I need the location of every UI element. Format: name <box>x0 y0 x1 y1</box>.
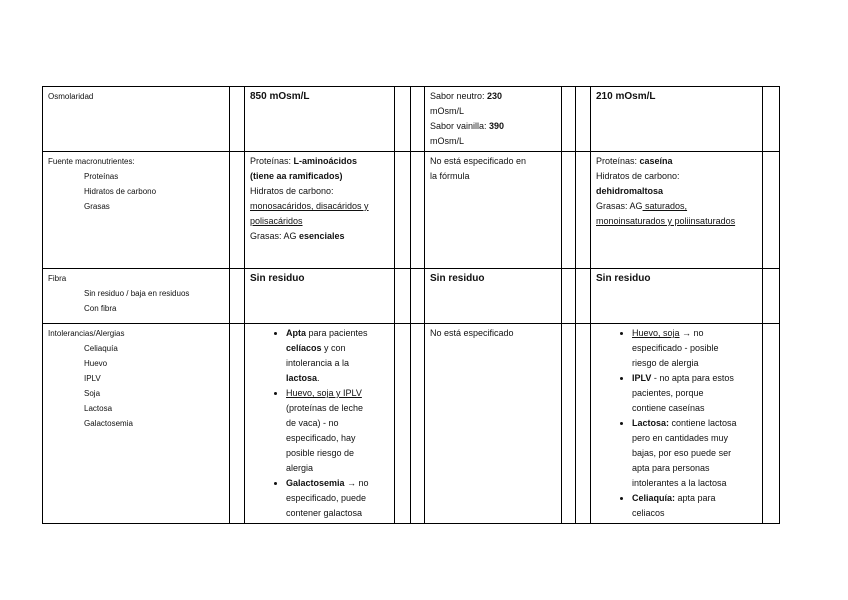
spacer-cell <box>763 324 780 524</box>
osmolarity-value: 210 mOsm/L <box>596 91 656 102</box>
spacer-cell <box>411 152 425 269</box>
spacer-cell <box>395 152 411 269</box>
spacer-cell <box>763 152 780 269</box>
cell-product-2 <box>425 269 562 324</box>
sub-label: Con fibra <box>84 304 117 313</box>
nutrition-comparison-table <box>42 86 780 524</box>
text-line: No está especificado en <box>430 156 527 166</box>
fiber-value: Sin residuo <box>250 273 305 284</box>
cell-label <box>43 152 230 269</box>
sub-label: Hidratos de carbono <box>84 187 157 196</box>
text-line: Grasas: AG saturados, <box>596 201 688 211</box>
spacer-cell <box>411 324 425 524</box>
sub-label: Proteínas <box>84 172 119 181</box>
text-line: polisacáridos <box>250 216 303 226</box>
text-line: Sabor neutro: 230 <box>430 91 503 101</box>
fiber-value: Sin residuo <box>596 273 651 284</box>
list-item: • IPLV - no apta para estos pacientes, porque contiene caseínas <box>632 371 757 416</box>
list-item: • Lactosa: contiene lactosa pero en cantidades muy bajas, por eso puede ser apta para personas intolerantes a la lactosa <box>632 416 757 491</box>
text-line: dehidromaltosa <box>596 186 664 196</box>
spacer-cell <box>763 87 780 152</box>
bullet-list <box>250 326 389 521</box>
text-line: monoinsaturados y poliinsaturados <box>596 216 736 226</box>
row-fibra <box>43 269 780 324</box>
cell-product-3 <box>591 87 763 152</box>
spacer-cell <box>411 269 425 324</box>
cell-label <box>43 324 230 524</box>
cell-product-2 <box>425 152 562 269</box>
cell-product-2 <box>425 87 562 152</box>
spacer-cell <box>230 324 245 524</box>
row-intolerancias <box>43 324 780 524</box>
row-label: Fibra <box>48 274 67 283</box>
spacer-cell <box>395 324 411 524</box>
row-macronutrientes <box>43 152 780 269</box>
sub-label: Celiaquía <box>84 344 118 353</box>
fiber-value: Sin residuo <box>430 273 485 284</box>
text-line: mOsm/L <box>430 136 465 146</box>
list-item: • Huevo, soja y IPLV (proteínas de leche de vaca) - no especificado, hay posible riesgo de alergia <box>286 386 389 476</box>
spacer-cell <box>562 324 576 524</box>
text-line: la fórmula <box>430 171 470 181</box>
text-line: Grasas: AG esenciales <box>250 231 345 241</box>
sub-label: Galactosemia <box>84 419 133 428</box>
spacer-cell <box>562 87 576 152</box>
cell-product-2 <box>425 324 562 524</box>
sub-label: Soja <box>84 389 101 398</box>
sub-label: Sin residuo / baja en residuos <box>84 289 190 298</box>
text-line: Hidratos de carbono: <box>250 186 334 196</box>
row-label: Fuente macronutrientes: <box>48 157 135 166</box>
spacer-cell <box>576 152 591 269</box>
list-item: • Huevo, soja → no especificado - posible riesgo de alergia <box>632 326 757 371</box>
text-line: Sabor vainilla: 390 <box>430 121 505 131</box>
row-label: Osmolaridad <box>48 92 94 101</box>
cell-product-1 <box>245 152 395 269</box>
text-line: Proteínas: caseína <box>596 156 673 166</box>
spacer-cell <box>562 269 576 324</box>
text-line: monosacáridos, disacáridos y <box>250 201 369 211</box>
text-line: Hidratos de carbono: <box>596 171 680 181</box>
cell-product-3 <box>591 152 763 269</box>
cell-label <box>43 269 230 324</box>
list-item: • Apta para pacientes celíacos y con intolerancia a la lactosa. <box>286 326 389 386</box>
spacer-cell <box>395 269 411 324</box>
spacer-cell <box>576 269 591 324</box>
sub-label: IPLV <box>84 374 101 383</box>
text-line: mOsm/L <box>430 106 465 116</box>
cell-product-1 <box>245 269 395 324</box>
row-osmolaridad <box>43 87 780 152</box>
cell-product-3 <box>591 324 763 524</box>
spacer-cell <box>395 87 411 152</box>
spacer-cell <box>576 87 591 152</box>
list-item: • Celiaquía: apta para celiacos <box>632 491 757 521</box>
sub-label: Grasas <box>84 202 110 211</box>
cell-label <box>43 87 230 152</box>
osmolarity-value: 850 mOsm/L <box>250 91 310 102</box>
row-label: Intolerancias/Alergias <box>48 329 125 338</box>
spacer-cell <box>411 87 425 152</box>
spacer-cell <box>576 324 591 524</box>
text-line: Proteínas: L-aminoácidos <box>250 156 358 166</box>
sub-label: Huevo <box>84 359 108 368</box>
spacer-cell <box>230 269 245 324</box>
spacer-cell <box>230 152 245 269</box>
list-item: • Galactosemia → no especificado, puede contener galactosa <box>286 476 389 521</box>
text-line: No está especificado <box>430 328 514 338</box>
spacer-cell <box>562 152 576 269</box>
text-line: (tiene aa ramificados) <box>250 171 343 181</box>
bullet-list <box>596 326 757 521</box>
sub-label: Lactosa <box>84 404 113 413</box>
spacer-cell <box>230 87 245 152</box>
cell-product-1 <box>245 87 395 152</box>
spacer-cell <box>763 269 780 324</box>
cell-product-1 <box>245 324 395 524</box>
cell-product-3 <box>591 269 763 324</box>
